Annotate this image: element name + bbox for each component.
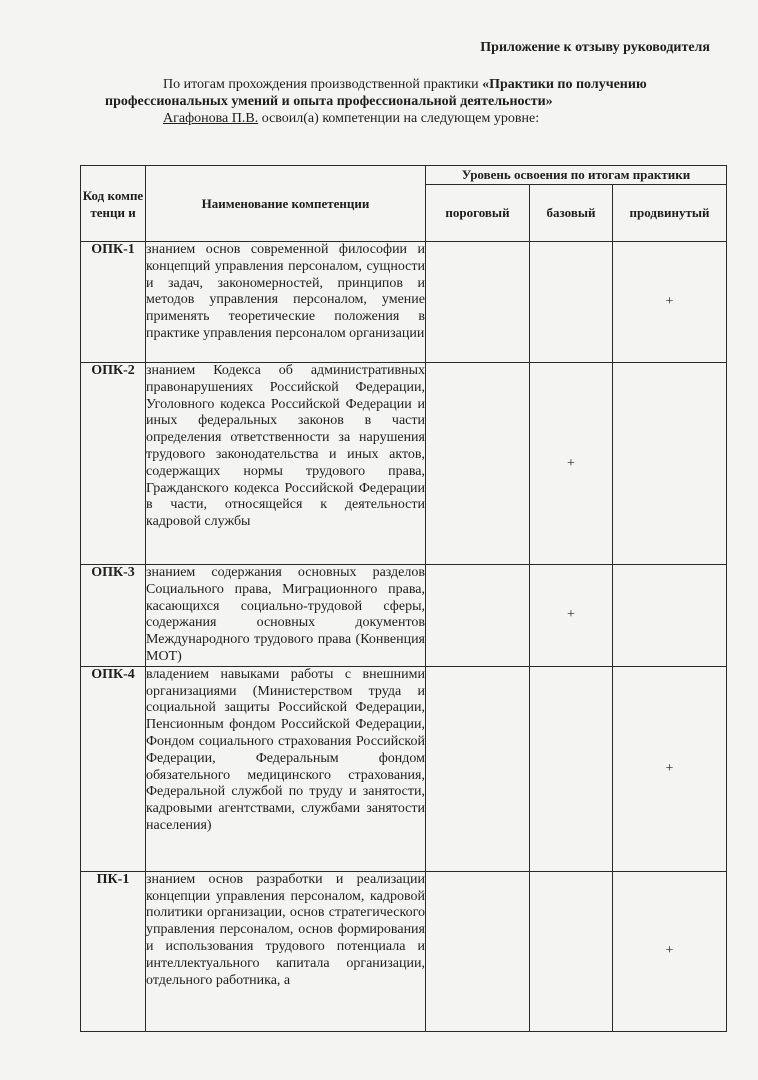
mark-advanced: + — [613, 242, 727, 363]
row-name: знанием основ современной философии и концепций управления персоналом, сущности и задач, закономерностей, принципов и методов управления персоналом, умение применять теоретические положения в практике управления персоналом организации — [146, 242, 426, 363]
mark-advanced — [613, 363, 727, 565]
intro-text — [105, 76, 720, 110]
mark-advanced: + — [613, 666, 727, 871]
table-row — [81, 565, 727, 667]
header-level-basic: базовый — [530, 185, 613, 242]
row-name: знанием содержания основных разделов Социального права, Миграционного права, касающихся социально-трудовой сферы, содержания основных документов Международного трудового права (Конвенция МОТ) — [146, 565, 426, 667]
intro-paragraph — [105, 76, 720, 127]
intro-text-end: освоил(а) компетенции на следующем уровне: — [258, 111, 540, 126]
mark-threshold — [426, 666, 530, 871]
competence-table — [80, 165, 727, 1032]
mark-basic: + — [530, 565, 613, 667]
table-row — [81, 666, 727, 871]
student-name: Агафонова П.В. — [163, 111, 259, 126]
table-row — [81, 871, 727, 1031]
mark-basic — [530, 242, 613, 363]
header-code: Код компе тенци и — [81, 166, 146, 242]
row-code: ОПК-1 — [81, 242, 146, 363]
row-code: ОПК-4 — [81, 666, 146, 871]
row-code: ОПК-3 — [81, 565, 146, 667]
row-name: знанием Кодекса об административных правонарушениях Российской Федерации, Уголовного кодекса Российской Федерации и иных федеральных законов в части определения ответственности за нарушения трудового законодательства и иных актов, содержащих нормы трудового права, Гражданского кодекса Российской Федерации в части, относящейся к деятельности кадровой службы — [146, 363, 426, 565]
mark-basic — [530, 871, 613, 1031]
mark-threshold — [426, 363, 530, 565]
header-level-threshold: пороговый — [426, 185, 530, 242]
row-name: знанием основ разработки и реализации концепции управления персоналом, кадровой политики организации, основ стратегического управления персоналом, основ формирования и использования трудового потенциала и интеллектуального капитала организации, отдельного работника, а — [146, 871, 426, 1031]
header-name: Наименование компетенции — [146, 166, 426, 242]
mark-advanced — [613, 565, 727, 667]
mark-advanced: + — [613, 871, 727, 1031]
intro-student-line — [105, 110, 720, 127]
mark-basic: + — [530, 363, 613, 565]
header-level-advanced: продвинутый — [613, 185, 727, 242]
mark-threshold — [426, 242, 530, 363]
row-name: владением навыками работы с внешними организациями (Министерством труда и социальной защиты Российской Федерации, Пенсионным фондом Российской Федерации, Фондом социального страхования Российской Федерации, Федеральным фондом обязательного медицинского страхования, Федеральной службой по труду и занятости, кадровыми агентствами, службами занятости населения) — [146, 666, 426, 871]
table-row — [81, 242, 727, 363]
table-row — [81, 363, 727, 565]
row-code: ПК-1 — [81, 871, 146, 1031]
row-code: ОПК-2 — [81, 363, 146, 565]
practice-name: «Практики по получению профессиональных умений и опыта профессиональной деятельности» — [105, 77, 647, 109]
header-level-group: Уровень освоения по итогам практики — [426, 166, 727, 185]
mark-threshold — [426, 565, 530, 667]
mark-threshold — [426, 871, 530, 1031]
intro-text-start: По итогам прохождения производственной практики — [163, 77, 483, 92]
appendix-title: Приложение к отзыву руководителя — [480, 40, 710, 55]
table-header-row — [81, 166, 727, 185]
mark-basic — [530, 666, 613, 871]
